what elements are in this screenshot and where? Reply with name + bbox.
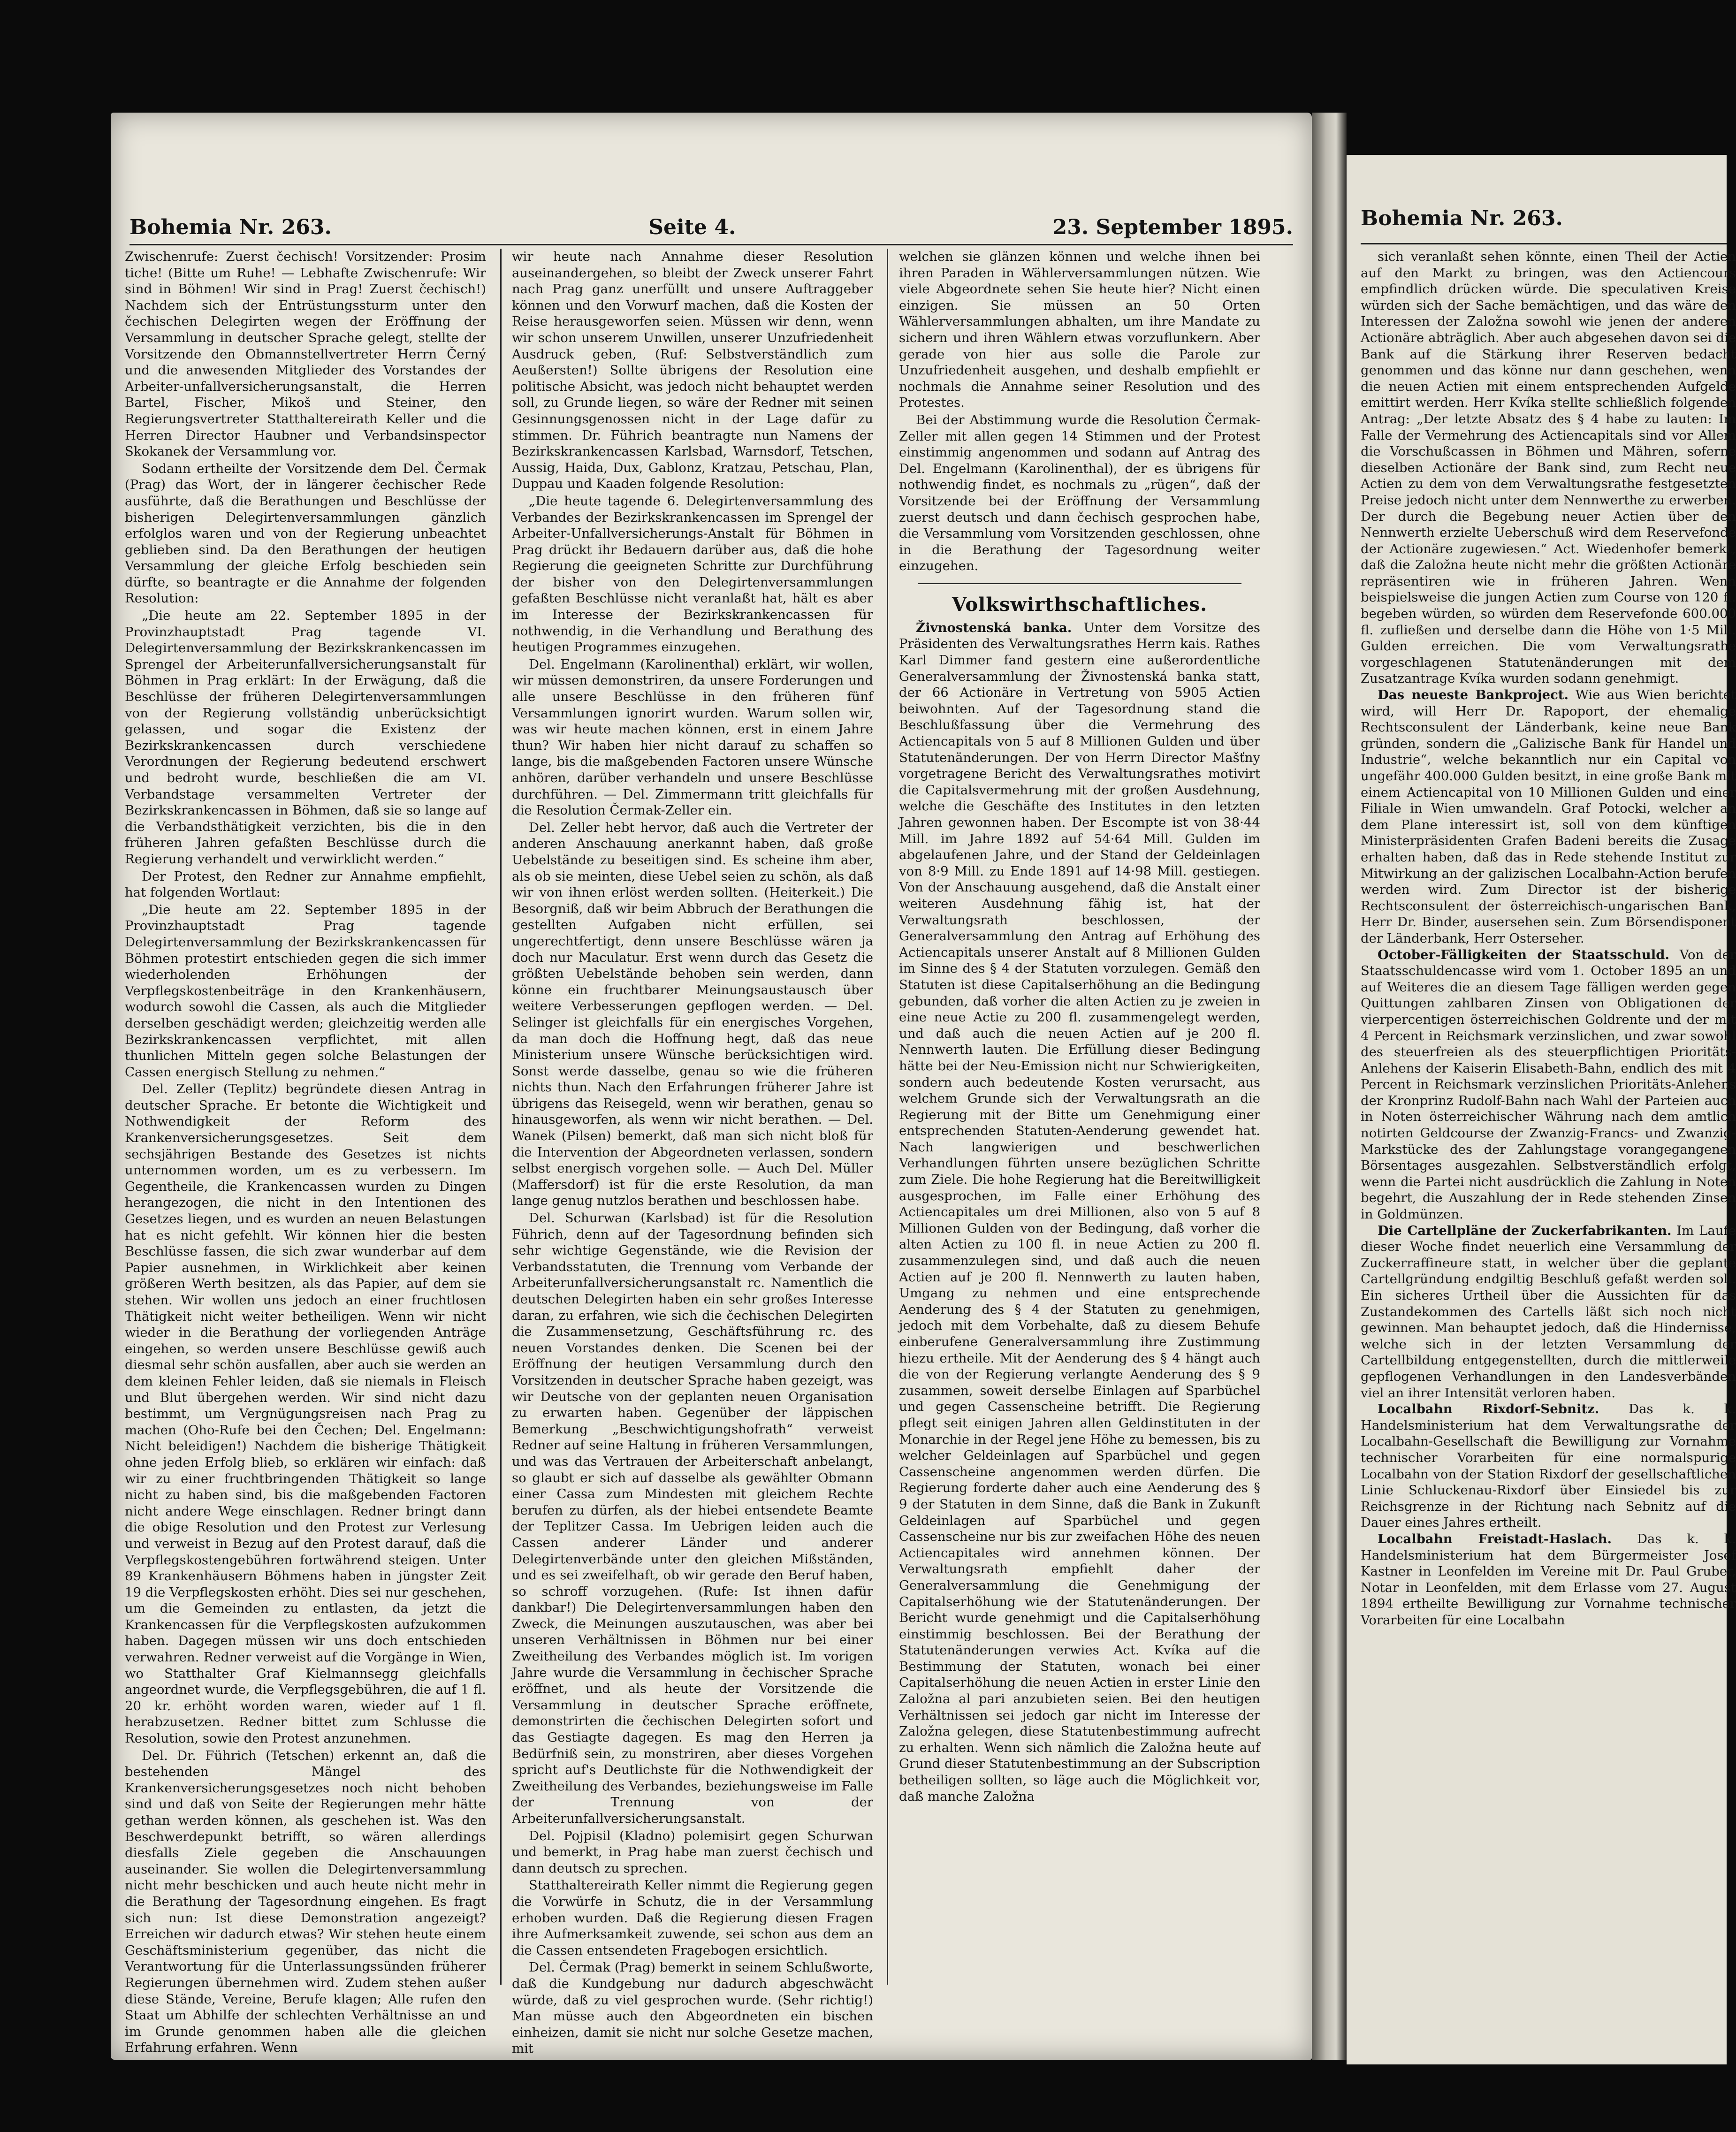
article-subhead: Das neueste Bankproject.: [1378, 687, 1569, 703]
article-subhead: Localbahn Rixdorf-Sebnitz.: [1378, 1401, 1599, 1417]
paragraph: Der Protest, den Redner zur Annahme empfiehlt, hat folgenden Wortlaut:: [125, 868, 486, 900]
paragraph: Del. Pojpisil (Kladno) polemisirt gegen Schurwan und bemerkt, in Prag habe man zuerst čechisch und dann deutsch zu sprechen.: [512, 1828, 873, 1876]
page-label: Seite 4.: [648, 215, 736, 239]
paragraph: Del. Schurwan (Karlsbad) ist für die Resolution Führich, denn auf der Tagesordnung befinden sich sehr wichtige Gegenstände, wie die Revision der Verbandsstatuten, die Trennung vom Verbande der Arbeiterunfallversicherungsanstalt rc. Namentlich die deutschen Delegirten haben ein sehr großes Interesse daran, zu erfahren, wie sich die čechischen Delegirten die Zusammensetzung, Geschäftsführung rc. des neuen Vorstandes denken. Die Scenen bei der Eröffnung der heutigen Versammlung durch den Vorsitzenden in deutscher Sprache haben gezeigt, was wir Deutsche von der geplanten neuen Organisation zu erwarten haben. Gegenüber der läppischen Bemerkung „Beschwichtigungshofrath“ verweist Redner auf seine Haltung in früheren Versammlungen, und was das Vertrauen der Arbeiterschaft anbelangt, so glaubt er sich auf dasselbe als gewählter Obmann einer Cassa zum Mindesten mit gleichem Rechte berufen zu dürfen, als der hiebei entsendete Beamte der Teplitzer Cassa. Im Uebrigen leiden auch die Cassen anderer Länder und anderer Delegirtenverbände unter den gleichen Mißständen, und es sei zweifelhaft, ob wir gerade den Beruf haben, so schroff vorzugehen. (Rufe: Ist ihnen dafür dankbar!) Die Delegirtenversammlungen haben den Zweck, die Meinungen auszutauschen, was aber bei unseren Verhältnissen in Böhmen nur bei einer Zweitheilung des Verbandes möglich ist. Im vorigen Jahre wurde die Versammlung in čechischer Sprache eröffnet, und als heute der Vorsitzende die Versammlung in deutscher Sprache eröffnete, demonstrirten die čechischen Delegirten sofort und das Gestiagte dagegen. Es mag den Herren ja Bedürfniß sein, zu monstriren, aber dieses Vorgehen spricht auf's Deutlichste für die Nothwendigkeit der Zweitheilung des Verbandes, beziehungsweise im Falle der Trennung von der Arbeiterunfallversicherungsanstalt.: [512, 1211, 873, 1826]
facing-page: [1347, 155, 1736, 2064]
article-paragraph: [1361, 1401, 1736, 1531]
section-title: Volkswirthschaftliches.: [952, 593, 1207, 616]
paragraph: Del. Zeller hebt hervor, daß auch die Vertreter der anderen Anschauung anerkannt haben, daß große Uebelstände zu beseitigen sind. Es scheine ihm aber, als ob sie meinten, diese Uebel seien zu schön, als daß wir von ihnen erlöst werden sollten. (Heiterkeit.) Die Besorgniß, daß wir beim Abbruch der Berathungen die gestellten Aufgaben nicht erfüllen, sei ungerechtfertigt, denn unsere Beschlüsse wären ja doch nur Maculatur. Erst wenn durch das Gesetz die größten Uebelstände behoben sein werden, dann könne ein fruchtbarer Meinungsaustausch über weitere Verbesserungen gepflogen werden. — Del. Selinger ist gleichfalls für ein energisches Vorgehen, da man doch die Hoffnung hegt, daß das neue Ministerium unsere Wünsche berücksichtigen wird. Sonst werde dasselbe, genau so wie die früheren nichts thun. Nach den Erfahrungen früherer Jahre ist übrigens das Reisegeld, wenn wir berathen, genau so hinausgeworfen, als wenn wir nicht berathen. — Del. Wanek (Pilsen) bemerkt, daß man sich nicht bloß für die Intervention der Abgeordneten verlassen, sondern selbst energisch vorgehen solle. — Auch Del. Müller (Maffersdorf) ist für die erste Resolution, da man lange genug nutzlos berathen und beschlossen habe.: [512, 820, 873, 1209]
column-3: [899, 249, 1260, 1985]
paragraph: welchen sie glänzen können und welche ihnen bei ihren Paraden in Wählerversammlungen nützen. Wie viele Abgeordnete sehen Sie heute hier? Nicht einen einzigen. Sie müssen an 50 Orten Wählerversammlungen abhalten, um ihre Mandate zu sichern und ihren Wählern etwas vorzuflunkern. Aber gerade von hier aus solle die Parole zur Unzufriedenheit ausgehen, und deshalb empfiehlt er nochmals die Annahme seiner Resolution und des Protestes.: [899, 249, 1260, 411]
article-paragraph: [899, 620, 1260, 1805]
issue-date: 23. September 1895.: [1052, 215, 1293, 239]
article-paragraph: [1361, 687, 1736, 947]
article-paragraph: [1361, 1223, 1736, 1401]
paragraph: Zwischenrufe: Zuerst čechisch! Vorsitzender: Prosim tiche! (Bitte um Ruhe! — Lebhafte Zwischenrufe: Wir sind in Böhmen! Wir sind in Prag! Zuerst čechisch!) Nachdem sich der Entrüstungssturm unter den čechischen Delegirten wegen der Eröffnung der Versammlung in deutscher Sprache gelegt, stellte der Vorsitzende den Obmannstellvertreter Herrn Černý und die anwesenden Mitglieder des Vorstandes der Arbeiter-unfallversicherungsanstalt, die Herren Bartel, Fischer, Mikoš und Steiner, den Regierungsvertreter Statthaltereirath Keller und die Herren Director Haubner und Verbandsinspector Skokanek der Versammlung vor.: [125, 249, 486, 459]
section-rule: [918, 583, 1241, 584]
protest-text: „Die heute am 22. September 1895 in der Provinzhauptstadt Prag tagende Delegirtenversammlung der Bezirkskrankencassen für Böhmen protestirt entschieden gegen die sich immer wiederholenden Erhöhungen der Verpflegskostenbeiträge in den Krankenhäusern, wodurch sowohl die Cassen, als auch die Mitglieder derselben geschädigt werden; gleichzeitig werden alle Bezirkskrankencassen verpflichtet, mit allen thunlichen Mitteln gegen solche Belastungen der Cassen energisch Stellung zu nehmen.“: [125, 902, 486, 1080]
article-body: Im Laufe dieser Woche findet neuerlich eine Versammlung der Zuckerraffineure statt, in welcher über die geplante Cartellgründung endgiltig Beschluß gefaßt werden soll. Ein sicheres Urtheil über die Aussichten für das Zustandekommen des Cartells läßt sich noch nicht gewinnen. Man behauptet jedoch, daß die Hindernisse, welche sich in der letzten Versammlung der Cartellbildung entgegenstellten, durch die mittlerweile gepflogenen Verhandlungen in den Landesverbänden viel an ihrer Intensität verloren haben.: [1361, 1223, 1736, 1401]
paragraph: Bei der Abstimmung wurde die Resolution Čermak-Zeller mit allen gegen 14 Stimmen und der Protest einstimmig angenommen und sodann auf Antrag des Del. Engelmann (Karolinenthal), der es übrigens für nothwendig findet, es nochmals zu „rügen“, daß der Vorsitzende bei der Eröffnung der Versammlung zuerst deutsch und dann čechisch gesprochen habe, die Versammlung vom Vorsitzenden geschlossen, ohne in die Berathung der Tagesordnung weiter einzugehen.: [899, 412, 1260, 574]
article-subhead: Živnostenská banka.: [916, 620, 1072, 635]
paragraph: wir heute nach Annahme dieser Resolution auseinandergehen, so bleibt der Zweck unserer Fahrt nach Prag ganz unerfüllt und unsere Auftraggeber können und den Vorwurf machen, daß die Kosten der Reise herausgeworfen seien. Müssen wir denn, wenn wir schon unserem Unwillen, unserer Unzufriedenheit Ausdruck geben, (Ruf: Selbstverständlich zum Aeußersten!) Sollte übrigens der Resolution eine politische Absicht, was jedoch nicht behauptet werden soll, zu Grunde liegen, so wäre der Redner mit seinen Gesinnungsgenossen nicht in der Lage dafür zu stimmen. Dr. Führich beantragte nun Namens der Bezirkskrankencassen Karlsbad, Warnsdorf, Tetschen, Aussig, Haida, Dux, Gablonz, Kratzau, Petschau, Plan, Duppau und Kaaden folgende Resolution:: [512, 249, 873, 492]
book-gutter: [1312, 113, 1347, 2060]
paragraph: sich veranlaßt sehen könnte, einen Theil der Actien auf den Markt zu bringen, was den Actiencours empfindlich drücken würde. Die speculativen Kreise würden sich der Sache bemächtigen, und das wäre den Interessen der Založna sowohl wie jenen der anderen Actionäre abträglich. Aber auch abgesehen davon sei die Bank auf die Stärkung ihrer Reserven bedacht genommen und das könne nur dann geschehen, wenn die neuen Actien mit einem entsprechenden Aufgelde emittirt werden. Herr Kvíka stellte schließlich folgenden Antrag: „Der letzte Absatz des § 4 habe zu lauten: Im Falle der Vermehrung des Actiencapitals sind vor Allem die Vorschußcassen in Böhmen und Mähren, soferne dieselben Actionäre der Bank sind, zum Recht neue Actien zu dem von dem Verwaltungsrathe festgesetzten Preise jedoch nicht unter dem Nennwerthe zu erwerben. Der durch die Begebung neuer Actien über den Nennwerth erzielte Ueberschuß wird dem Reservefonde der Actionäre zugewiesen.“ Act. Wiedenhofer bemerkt, daß die Založna heute nicht mehr die größten Actionäre repräsentiren wie in früheren Jahren. Wenn beispielsweise die jungen Actien zum Course von 120 fl. begeben würden, so würden dem Reservefonde 600.000 fl. zufließen und derselbe dann die Höhe von 1·5 Mill. Gulden erreichen. Die vom Verwaltungsrathe vorgeschlagenen Statutenänderungen mit dem Zusatzantrage Kvíka wurden sodann genehmigt.: [1361, 249, 1736, 686]
page-header: [129, 202, 1293, 245]
newspaper-page: [111, 113, 1312, 2060]
masthead: Bohemia Nr. 263.: [129, 215, 332, 239]
column-2: [512, 249, 873, 2056]
article-body: Von der Staatsschuldencasse wird vom 1. October 1895 an und auf Weiteres die an diesem Tage fälligen werden gegen Quittungen zahlbaren Zinsen von Obligationen der vierpercentigen österreichischen Goldrente und der mit 4 Percent in Reichsmark verzinslichen, und zwar sowohl des steuerfreien als des steuerpflichtigen Prioritäts-Anlehens der Kaiserin Elisabeth-Bahn, endlich des mit 4 Percent in Reichsmark verzinslichen Prioritäts-Anlehens der Kronprinz Rudolf-Bahn nach Wahl der Parteien auch in Noten österreichischer Währung nach dem amtlich notirten Geldcourse der Zwanzig-Francs- und Zwanzig-Markstücke des der Zahlungstage vorangegangenen Börsentages ausgezahlen. Selbstverständlich erfolgt, wenn die Partei nicht ausdrücklich die Zahlung in Noten begehrt, die Auszahlung der in Rede stehenden Zinsen in Goldmünzen.: [1361, 947, 1736, 1222]
paragraph: Statthaltereirath Keller nimmt die Regierung gegen die Vorwürfe in Schutz, die in der Versammlung erhoben wurden. Daß die Regierung diesen Fragen ihre Aufmerksamkeit zuwende, sei schon aus dem an die Cassen entsendeten Fragebogen ersichtlich.: [512, 1878, 873, 1958]
article-body: Unter dem Vorsitze des Präsidenten des Verwaltungsrathes Herrn kais. Rathes Karl Dimmer fand gestern eine außerordentliche Generalversammlung der Živnostenská banka statt, der 66 Actionäre in Vertretung von 5905 Actien beiwohnten. Auf der Tagesordnung stand die Beschlußfassung über die Vermehrung des Actiencapitals von 5 auf 8 Millionen Gulden und über Statutenänderungen. Der von Herrn Director Mašťny vorgetragene Bericht des Verwaltungsrathes motivirt die Capitalsvermehrung mit der großen Ausdehnung, welche die Geschäfte des Institutes in den letzten Jahren gewonnen haben. Der Escompte ist von 38·44 Mill. im Jahre 1892 auf 54·64 Mill. Gulden im abgelaufenen Jahre, und der Stand der Geldeinlagen von 8·9 Mill. zu Ende 1891 auf 14·98 Mill. gestiegen. Von der Anschauung ausgehend, daß die Anstalt einer weiteren Ausdehnung fähig ist, hat der Verwaltungsrath beschlossen, der Generalversammlung den Antrag auf Erhöhung des Actiencapitals unserer Anstalt auf 8 Millionen Gulden im Sinne des § 4 der Statuten vorzulegen. Gemäß den Statuten ist diese Capitalserhöhung an die Bedingung gebunden, daß vorher die alten Actien zu je zweien in eine neue Actie zu 200 fl. zusammengelegt werden, und daß auch die neuen Actien auf je 200 fl. Nennwerth lauten. Die Erfüllung dieser Bedingung hätte bei der Neu-Emission nicht nur Schwierigkeiten, sondern auch bedeutende Kosten verursacht, aus welchem Grunde sich der Verwaltungsrath an die Regierung mit der Bitte um Genehmigung einer entsprechenden Statuten-Aenderung gewendet hat. Nach langwierigen und beschwerlichen Verhandlungen führten unsere bezüglichen Schritte zum Ziele. Die hohe Regierung hat die Bereitwilligkeit ausgesprochen, im Falle einer Erhöhung des Actiencapitales um drei Millionen, also von 5 auf 8 Millionen Gulden von der Bedingung, daß vorher die alten Actien zu 100 fl. in neue Actien zu 200 fl. zusammenzulegen sind, und daß auch die neuen Actien auf je 200 fl. Nennwerth zu lauten haben, Umgang zu nehmen und eine entsprechende Aenderung des § 4 der Statuten zu genehmigen, jedoch mit dem Vorbehalte, daß zu diesem Behufe einberufene Generalversammlung ihre Zustimmung hiezu ertheile. Mit der Aenderung des § 4 hängt auch die von der Regierung verlangte Aenderung des § 9 zusammen, soweit derselbe Einlagen auf Sparbüchel und gegen Cassenscheine betrifft. Die Regierung pflegt seit einigen Jahren allen Geldinstituten in der Monarchie in der Regel jene Höhe zu bemessen, bis zu welcher Geldeinlagen auf Sparbüchel und gegen Cassenscheine angenommen werden dürfen. Die Regierung forderte daher auch eine Aenderung des § 9 der Statuten in dem Sinne, daß die Bank in Zukunft Geldeinlagen auf Sparbüchel und gegen Cassenscheine nur bis zur zweifachen Höhe des neuen Actiencapitales wird annehmen können. Der Verwaltungsrath empfiehlt daher der Generalversammlung die Genehmigung der Capitalserhöhung wie der Statutenänderungen. Der Bericht wurde genehmigt und die Capitalserhöhung einstimmig beschlossen. Bei der Berathung der Statutenänderungen verwies Act. Kvíka auf die Bestimmung der Statuten, wonach bei einer Capitalserhöhung die neuen Actien in erster Linie den Založna al pari anzubieten seien. Bei den heutigen Verhältnissen sei jedoch gar nicht im Interesse der Založna gelegen, diese Statutenbestimmung aufrecht zu erhalten. Wenn sich nämlich die Založna heute auf Grund dieser Statutenbestimmung an der Subscription betheiligen sollten, so läge auch die Möglichkeit vor, daß manche Založna: [899, 620, 1260, 1804]
article-body: Wie aus Wien berichtet wird, will Herr Dr. Rapoport, der ehemalige Rechtsconsulent der Länderbank, keine neue Bank gründen, sondern die „Galizische Bank für Handel und Industrie“, welche bekanntlich nur ein Capital von ungefähr 400.000 Gulden besitzt, in eine große Bank mit einem Actiencapital von 10 Millionen Gulden und einer Filiale in Wien umwandeln. Graf Potocki, welcher an dem Plane interessirt ist, soll von dem künftigen Ministerpräsidenten Grafen Badeni bereits die Zusage erhalten haben, daß das in Rede stehende Institut zur Mitwirkung an der galizischen Localbahn-Action berufen werden wird. Zum Director ist der bisherige Rechtsconsulent der österreichisch-ungarischen Bank, Herr Dr. Binder, ausersehen sein. Zum Börsendisponent der Länderbank, Herr Osterseher.: [1361, 687, 1736, 946]
article-paragraph: [1361, 947, 1736, 1223]
article-subhead: Die Cartellpläne der Zuckerfabrikanten.: [1378, 1223, 1672, 1238]
column-1: [125, 249, 486, 2056]
column-rule: [887, 249, 888, 1985]
article-paragraph: [1361, 1531, 1736, 1629]
paragraph: Del. Zeller (Teplitz) begründete diesen Antrag in deutscher Sprache. Er betonte die Wichtigkeit und Nothwendigkeit der Reform des Krankenversicherungsgesetzes. Seit dem sechsjährigen Bestande des Gesetzes ist nichts unternommen worden, um es zu verbessern. Im Gegentheile, die Krankencassen wurden zu Dingen herangezogen, die nicht in den Intentionen des Gesetzes liegen, und es wurden an neuen Belastungen hat es nicht gefehlt. Wir können hier die besten Beschlüsse fassen, die sich zwar wunderbar auf dem Papier ausnehmen, in Wirklichkeit aber keinen größeren Werth besitzen, als das Papier, auf dem sie stehen. Wir wollen uns jedoch an einer fruchtlosen Thätigkeit nicht weiter betheiligen. Wenn wir nicht wieder in die Berathung der vorliegenden Anträge eingehen, so werden unsere Beschlüsse gewiß auch diesmal sehr schön ausfallen, aber auch sie werden an dem kleinen Fehler leiden, daß sie niemals in Fleisch und Blut übergehen werden. Wir sind nicht dazu bestimmt, um Vergnügungsreisen nach Prag zu machen (Oho-Rufe bei den Čechen; Del. Engelmann: Nicht beleidigen!) Nachdem die bisherige Thätigkeit ohne jeden Erfolg blieb, so erklären wir einfach: daß wir zu einer fruchtbringenden Thätigkeit so lange nicht zu haben sind, bis die maßgebenden Factoren nicht andere Wege einschlagen. Redner bringt dann die obige Resolution und den Protest zur Verlesung und verweist in Bezug auf den Protest darauf, daß die Verpflegskostengebühren fortwährend steigen. Unter 89 Krankenhäusern Böhmens haben in jüngster Zeit 19 die Verpflegskosten erhöht. Dies sei nur geschehen, um die Gemeinden zu entlasten, da jetzt die Krankencassen für die Verpflegskosten aufzukommen haben. Dagegen müssen wir uns doch entschieden verwahren. Redner verweist auf die Vorgänge in Wien, wo Statthalter Graf Kielmannsegg gleichfalls angeordnet wurde, die Verpflegsgebühren, die auf 1 fl. 20 kr. erhöht worden waren, wieder auf 1 fl. herabzusetzen. Redner bittet zum Schlusse die Resolution, sowie den Protest anzunehmen.: [125, 1081, 486, 1746]
facing-column: [1361, 249, 1736, 2060]
paragraph: Del. Engelmann (Karolinenthal) erklärt, wir wollen, wir müssen demonstriren, da unsere Forderungen und alle unsere Beschlüsse in den früheren fünf Versammlungen ignorirt wurden. Warum sollen wir, was wir heute machen können, erst in einem Jahre thun? Wir haben hier nicht darauf zu schaffen so lange, bis die maßgebenden Factoren unsere Wünsche anhören, darüber verhandeln und unsere Beschlüsse durchführen. — Del. Zimmermann tritt gleichfalls für die Resolution Čermak-Zeller ein.: [512, 656, 873, 818]
paragraph: Sodann ertheilte der Vorsitzende dem Del. Čermak (Prag) das Wort, der in längerer čechischer Rede ausführte, daß die Berathungen und Beschlüsse der bisherigen Delegirtenversammlungen gänzlich erfolglos waren und von der Regierung unbeachtet geblieben sind. Da den Berathungen der heutigen Versammlung der gleiche Erfolg beschieden sein dürfte, so beantragte er die Annahme der folgenden Resolution:: [125, 461, 486, 606]
resolution-text: „Die heute tagende 6. Delegirtenversammlung des Verbandes der Bezirkskrankencassen im Sprengel der Arbeiter-Unfallversicherungs-Anstalt für Böhmen in Prag drückt ihr Bedauern darüber aus, daß die hohe Regierung die geeigneten Schritte zur Durchführung der bisher von den Delegirtenversammlungen gefaßten Beschlüsse nicht veranlaßt hat, hält es aber im Interesse der Bezirkskrankencassen für nothwendig, in die Verhandlung und Berathung des heutigen Programmes einzugehen.: [512, 493, 873, 655]
resolution-text: „Die heute am 22. September 1895 in der Provinzhauptstadt Prag tagende VI. Delegirtenversammlung der Bezirkskrankencassen im Sprengel der Arbeiterunfallversicherungsanstalt für Böhmen in Prag erklärt: In der Erwägung, daß die Beschlüsse der früheren Delegirtenversammlungen von der Regierung vollständig unberücksichtigt gelassen, und sogar die Existenz der Bezirkskrankencassen durch verschiedene Verordnungen der Regierung bedeutend erschwert und bedroht wurde, beschließen die am VI. Verbandstage versammelten Vertreter der Bezirkskrankencassen in Böhmen, daß sie so lange auf die Verbandsthätigkeit verzichten, bis die in den früheren Jahren gefaßten Beschlüsse durch die Regierung verhandelt und verwirklicht werden.“: [125, 608, 486, 867]
paragraph: Del. Dr. Führich (Tetschen) erkennt an, daß die bestehenden Mängel des Krankenversicherungsgesetzes noch nicht behoben sind und daß von Seite der Regierungen mehr hätte gethan werden können, als geschehen ist. Was den Beschwerdepunkt betrifft, so wären allerdings diesfalls Ziele gegeben die Anschauungen auseinander. Sie wollen die Delegirtenversammlung nicht mehr beschicken und auch heute nicht mehr in die Berathung der Tagesordnung eingehen. Es fragt sich nun: Ist diese Demonstration angezeigt? Erreichen wir dadurch etwas? Wir stehen heute einem Geschäftsministerium gegenüber, das nicht die Verantwortung für die Unterlassungssünden früherer Regierungen übernehmen wird. Zudem stehen außer diese Stände, Vereine, Berufe klagen; Alle rufen den Staat um Abhilfe der schlechten Verhältnisse an und im Grunde genommen haben alle die gleichen Erfahrung erfahren. Wenn: [125, 1748, 486, 2056]
column-rule: [500, 249, 502, 1985]
article-subhead: Localbahn Freistadt-Haslach.: [1378, 1531, 1612, 1546]
article-body: Das k. k. Handelsministerium hat dem Verwaltungsrathe der Localbahn-Gesellschaft die Bewilligung zur Vornahme technischer Vorarbeiten für eine normalspurige Localbahn von der Station Rixdorf der gesellschaftlichen Linie Schluckenau-Rixdorf über Einsiedel bis zur Reichsgrenze in der Richtung nach Sebnitz auf die Dauer eines Jahres ertheilt.: [1361, 1401, 1736, 1530]
masthead: Bohemia Nr. 263.: [1361, 206, 1563, 230]
text-columns: [125, 249, 1260, 2056]
facing-page-header: [1361, 206, 1727, 244]
article-subhead: October-Fälligkeiten der Staatsschuld.: [1378, 947, 1670, 962]
paragraph: Del. Čermak (Prag) bemerkt in seinem Schlußworte, daß die Kundgebung nur dadurch abgeschwächt würde, daß zu viel gesprochen wurde. (Sehr richtig!) Man müsse auch den Abgeordneten ein bischen einheizen, damit sie nicht nur solche Gesetze machen, mit: [512, 1960, 873, 2056]
article-body: Das k. k. Handelsministerium hat dem Bürgermeister Josef Kastner in Leonfelden im Vereine mit Dr. Paul Gruber, Notar in Leonfelden, mit dem Erlasse vom 27. August 1894 ertheilte Bewilligung zur Vornahme technischer Vorarbeiten für eine Localbahn: [1361, 1531, 1736, 1628]
